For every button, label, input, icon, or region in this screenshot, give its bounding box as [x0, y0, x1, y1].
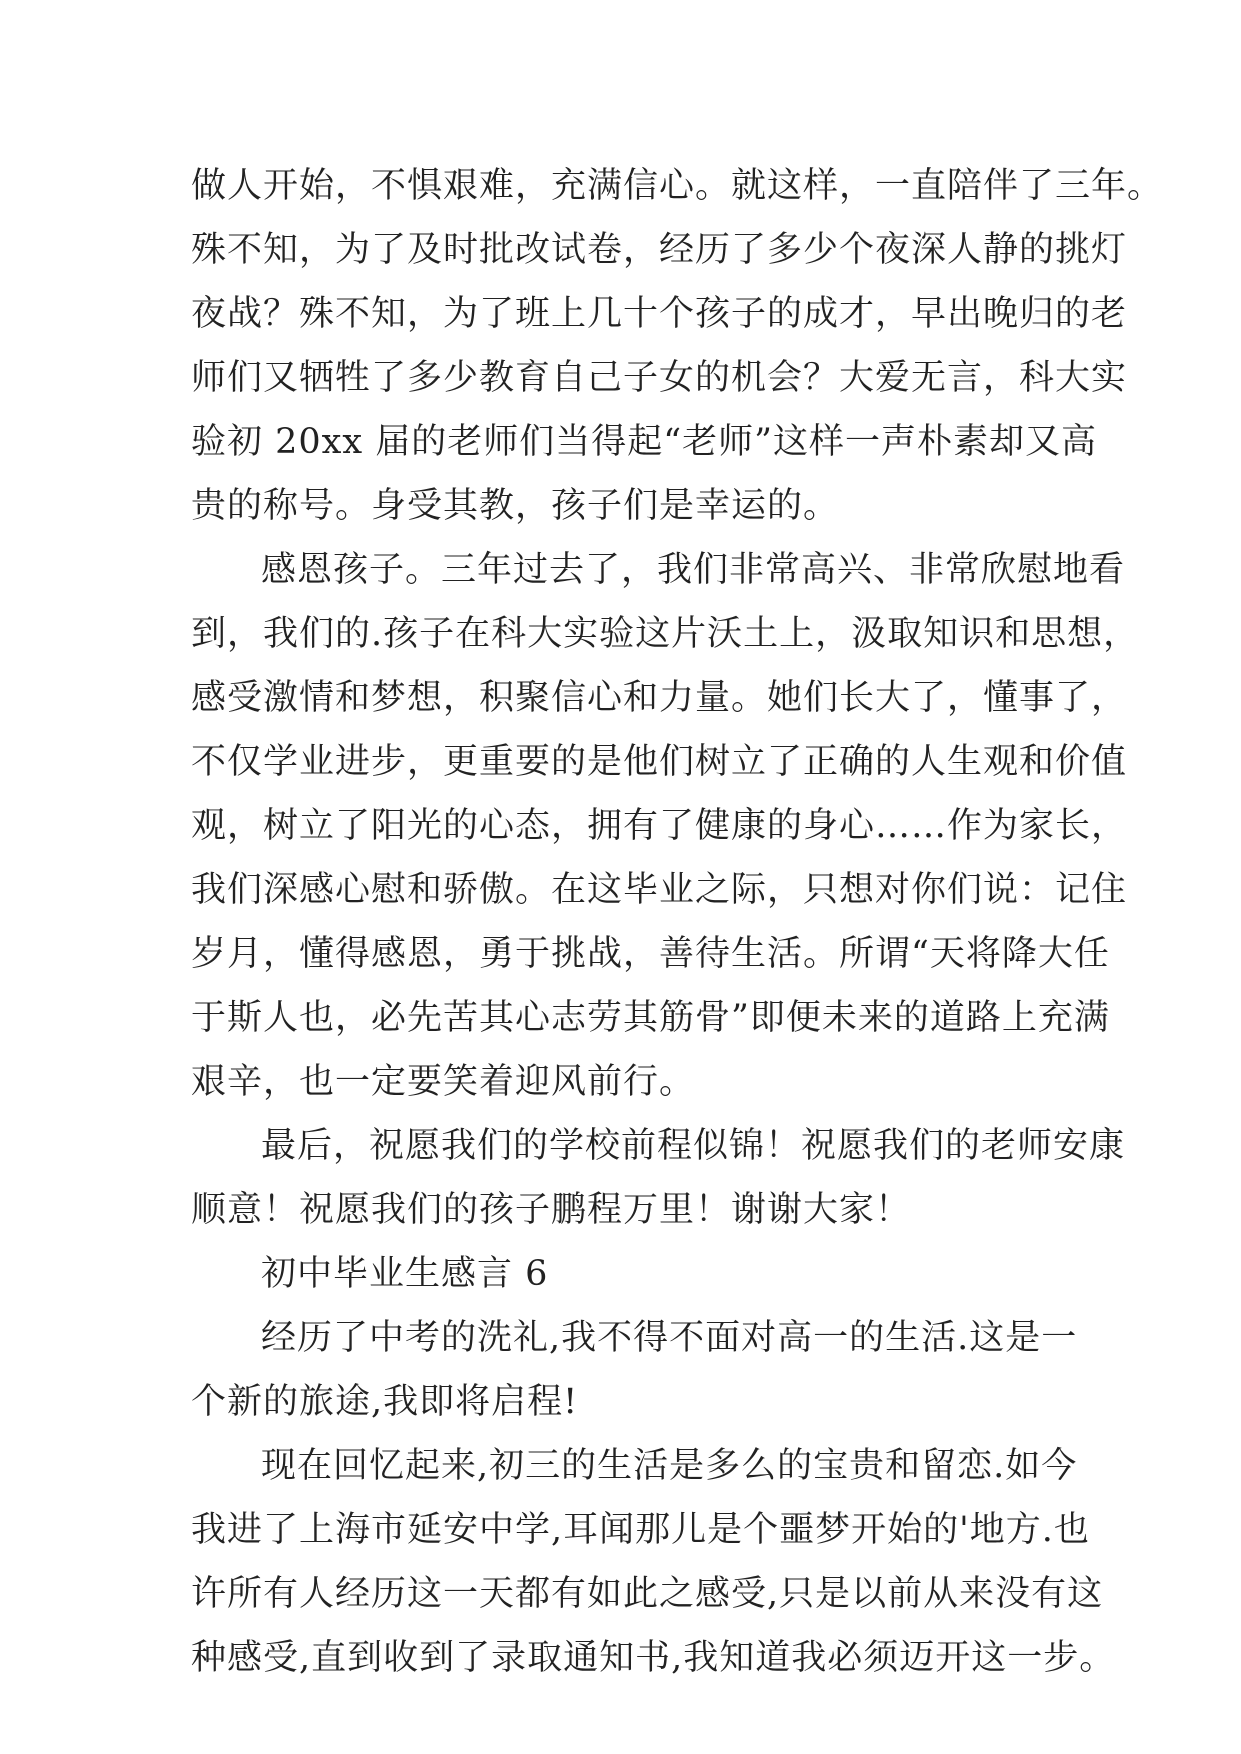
text-line: 到，我们的.孩子在科大实验这片沃土上，汲取知识和思想，	[191, 614, 1140, 654]
text-line: 夜战？殊不知，为了班上几十个孩子的成才，早出晚归的老	[191, 294, 1128, 334]
document-body	[191, 154, 1164, 1690]
section-heading	[191, 1242, 1053, 1306]
text-line: 验初 20xx 届的老师们当得起“老师”这样一声朴素却又高	[191, 422, 1098, 462]
text-line: 贵的称号。身受其教，孩子们是幸运的。	[191, 486, 840, 526]
text-line: 现在回忆起来,初三的生活是多么的宝贵和留恋.如今	[261, 1446, 1078, 1486]
text-line: 感恩孩子。三年过去了，我们非常高兴、非常欣慰地看	[261, 550, 1126, 590]
section-title: 初中毕业生感言 6	[261, 1254, 549, 1294]
paragraph-closing-wishes	[191, 1114, 1126, 1242]
text-line: 最后，祝愿我们的学校前程似锦！祝愿我们的老师安康	[261, 1126, 1126, 1166]
text-line: 于斯人也，必先苦其心志劳其筋骨”即便未来的道路上充满	[191, 998, 1110, 1038]
text-line: 观，树立了阳光的心态，拥有了健康的身心……作为家长，	[191, 806, 1128, 846]
text-line: 个新的旅途,我即将启程!	[191, 1382, 579, 1422]
text-line: 岁月，懂得感恩，勇于挑战，善待生活。所谓“天将降大任	[191, 934, 1110, 974]
text-line: 顺意！祝愿我们的孩子鹏程万里！谢谢大家！	[191, 1190, 912, 1230]
text-line: 许所有人经历这一天都有如此之感受,只是以前从来没有这	[191, 1574, 1104, 1614]
text-line: 感受激情和梦想，积聚信心和力量。她们长大了，懂事了，	[191, 678, 1128, 718]
paragraph-teachers-continued	[191, 154, 1164, 538]
paragraph-exam-experience	[191, 1306, 1078, 1434]
text-line: 不仅学业进步，更重要的是他们树立了正确的人生观和价值	[191, 742, 1128, 782]
paragraph-memories	[191, 1434, 1116, 1690]
text-line: 师们又牺牲了多少教育自己子女的机会？大爱无言，科大实	[191, 358, 1128, 398]
text-line: 我们深感心慰和骄傲。在这毕业之际，只想对你们说：记住	[191, 870, 1128, 910]
text-line: 做人开始，不惧艰难，充满信心。就这样，一直陪伴了三年。	[191, 166, 1164, 206]
text-line: 种感受,直到收到了录取通知书,我知道我必须迈开这一步。	[191, 1638, 1116, 1678]
text-line: 我进了上海市延安中学,耳闻那儿是个噩梦开始的'地方.也	[191, 1510, 1090, 1550]
text-line: 殊不知，为了及时批改试卷，经历了多少个夜深人静的挑灯	[191, 230, 1128, 270]
text-line: 艰辛，也一定要笑着迎风前行。	[191, 1062, 696, 1102]
paragraph-thank-children	[191, 538, 1140, 1114]
text-line: 经历了中考的洗礼,我不得不面对高一的生活.这是一	[261, 1318, 1078, 1358]
